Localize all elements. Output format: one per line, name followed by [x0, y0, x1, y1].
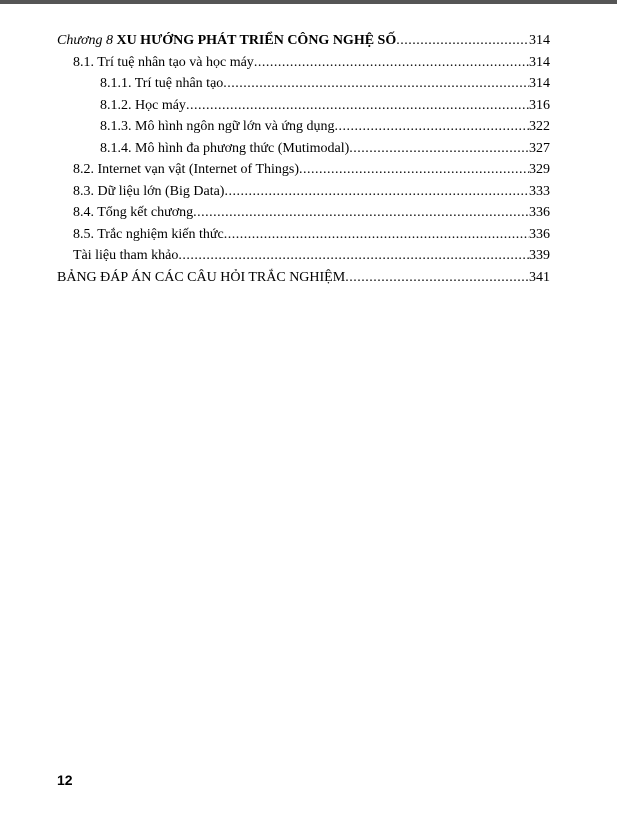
toc-entry [57, 224, 550, 246]
toc-entry [57, 73, 550, 95]
toc-page-number: 314 [529, 76, 550, 91]
toc-entry-title: 8.1.3. Mô hình ngôn ngữ lớn và ứng dụng [100, 119, 335, 134]
toc-dot-leader [396, 30, 529, 52]
toc-entry [57, 181, 550, 203]
toc-dot-leader [349, 138, 529, 160]
toc-entry [57, 267, 550, 289]
toc-entry [57, 245, 550, 267]
toc-dot-leader [223, 73, 529, 95]
footer-page-number: 12 [57, 772, 73, 788]
toc-entry [57, 159, 550, 181]
toc-dot-leader [224, 224, 529, 246]
toc-dot-leader [254, 52, 529, 74]
toc-entry [57, 116, 550, 138]
toc-dot-leader [345, 267, 529, 289]
toc-entry [57, 202, 550, 224]
toc-page-number: 322 [529, 119, 550, 134]
toc-chapter-row [57, 30, 550, 52]
toc-page-number: 329 [529, 162, 550, 177]
toc-chapter-prefix: Chương 8 [57, 33, 113, 48]
top-border-line [0, 0, 617, 4]
toc-entry-title: 8.1. Trí tuệ nhân tạo và học máy [73, 54, 254, 70]
toc-entry-title: 8.1.2. Học máy [100, 97, 186, 113]
toc-entry-title: 8.2. Internet vạn vật (Internet of Things) [73, 162, 300, 177]
toc-entry-title: 8.1.1. Trí tuệ nhân tạo [100, 76, 224, 91]
toc-dot-leader [186, 95, 529, 117]
toc-entry-title: 8.1.4. Mô hình đa phương thức (Mutimodal) [100, 140, 350, 156]
toc-page-number: 327 [529, 140, 550, 156]
toc-entry-title: BẢNG ĐÁP ÁN CÁC CÂU HỎI TRẮC NGHIỆM [57, 269, 346, 285]
table-of-contents [57, 30, 550, 288]
toc-chapter-heading [57, 30, 396, 52]
toc-dot-leader [193, 202, 529, 224]
toc-entry-title: 8.4. Tổng kết chương [73, 205, 194, 220]
toc-page-number: 341 [529, 269, 550, 285]
toc-dot-leader [335, 116, 529, 138]
toc-page-number: 336 [529, 205, 550, 220]
toc-page-number: 336 [529, 226, 550, 242]
toc-dot-leader [299, 159, 529, 181]
toc-entry [57, 138, 550, 160]
toc-chapter-title: XU HƯỚNG PHÁT TRIỂN CÔNG NGHỆ SỐ [116, 33, 397, 48]
toc-page-number: 339 [529, 248, 550, 263]
toc-page-number: 316 [529, 97, 550, 113]
toc-dot-leader [178, 245, 529, 267]
toc-entry [57, 52, 550, 74]
toc-entry [57, 95, 550, 117]
toc-page-number: 314 [529, 54, 550, 70]
toc-entry-title: 8.3. Dữ liệu lớn (Big Data) [73, 183, 225, 199]
toc-entry-title: 8.5. Trắc nghiệm kiến thức [73, 226, 224, 242]
toc-page-number: 333 [529, 183, 550, 199]
toc-page-number: 314 [529, 33, 550, 48]
toc-entry-title: Tài liệu tham khảo [73, 248, 179, 263]
toc-dot-leader [224, 181, 529, 203]
